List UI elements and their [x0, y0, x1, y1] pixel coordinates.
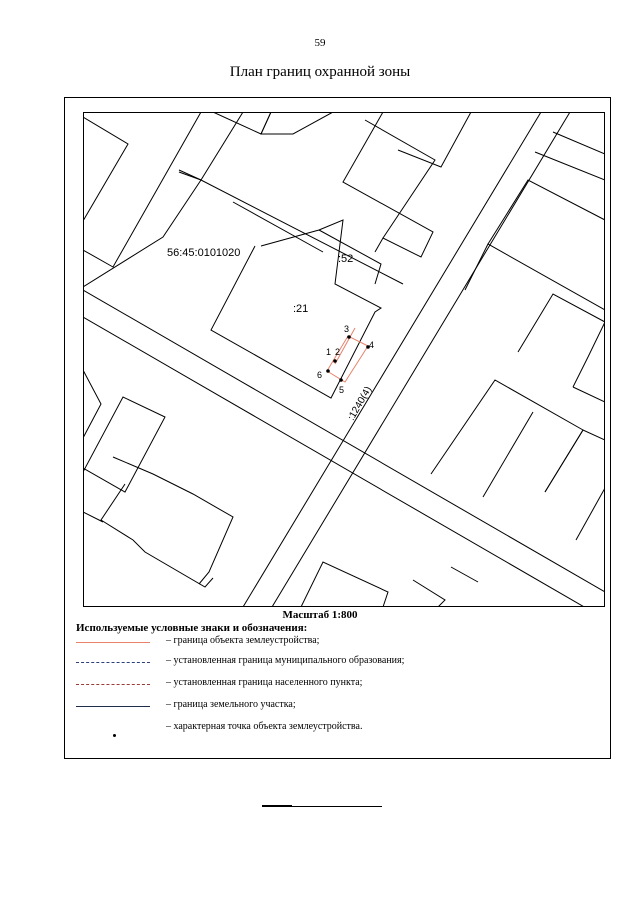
parcel-top-left-1	[83, 117, 128, 221]
point-label-1: 1	[326, 347, 332, 357]
point-6	[326, 369, 330, 373]
parcel-52-upper	[179, 172, 403, 284]
point-5	[339, 378, 343, 382]
point-label-4: 4	[369, 340, 375, 350]
parcel-right-5	[518, 294, 605, 387]
legend-title: Используемые условные знаки и обозначения:	[76, 622, 308, 634]
legend-symbol-municipal-boundary	[76, 662, 150, 663]
point-label-6: 6	[317, 370, 323, 380]
legend-text-object-boundary: – граница объекта землеустройства;	[166, 635, 320, 646]
legend-item-settlement-boundary	[76, 677, 576, 693]
object-boundary	[327, 336, 368, 382]
parcel-left-building	[113, 457, 233, 584]
parcel-right-2	[535, 152, 605, 180]
quarter-label: 56:45:0101020	[167, 247, 241, 259]
signature-line	[262, 806, 382, 807]
page-number: 59	[314, 37, 326, 49]
legend-symbol-characteristic-point	[113, 734, 116, 737]
parcel-right-7	[431, 380, 583, 492]
point-3	[347, 335, 351, 339]
legend-symbol-settlement-boundary	[76, 684, 150, 685]
parcel-left-3	[101, 484, 213, 587]
legend-text-characteristic-point: – характерная точка объекта землеустройства.	[166, 721, 363, 732]
point-label-2: 2	[335, 347, 341, 357]
parcel-top-right-upper	[398, 112, 471, 167]
parcel-top-right-mid	[365, 120, 435, 238]
map-border	[84, 113, 605, 607]
parcel-top-mid	[141, 112, 243, 180]
parcel-left-2	[83, 397, 165, 492]
legend-text-municipal-boundary: – установленная граница муниципального образования;	[166, 655, 405, 666]
point-label-3: 3	[344, 324, 350, 334]
parcel-52-label: :52	[338, 253, 354, 265]
parcel-bottom-3	[451, 567, 478, 582]
point-1	[333, 359, 337, 363]
parcel-right-10	[576, 488, 605, 540]
legend-symbol-object-boundary	[76, 642, 150, 643]
parcel-left-4	[83, 512, 103, 522]
legend-text-settlement-boundary: – установленная граница населенного пункта;	[166, 677, 363, 688]
parcel-right-6	[573, 387, 605, 402]
parcel-bottom-1	[301, 562, 388, 607]
legend-item-municipal-boundary	[76, 655, 576, 671]
parcel-52	[83, 180, 201, 287]
road-label: :1240(4)	[346, 384, 375, 423]
parcel-52-edge	[223, 112, 333, 134]
parcel-top-left-2	[83, 112, 201, 267]
parcel-right-3	[488, 180, 605, 244]
cross-street-bottom	[83, 317, 605, 607]
parcel-bottom-2	[413, 580, 445, 607]
map-scale: Масштаб 1:800	[282, 609, 358, 621]
parcel-right-9	[545, 430, 605, 492]
legend-text-land-plot-boundary: – граница земельного участка;	[166, 699, 296, 710]
cross-street-top	[83, 290, 605, 592]
page-title: План границ охранной зоны	[229, 64, 411, 80]
parcel-21-inner	[233, 202, 323, 252]
legend-item-object-boundary	[76, 635, 576, 651]
point-label-5: 5	[339, 385, 345, 395]
road-edge-right	[272, 112, 570, 607]
parcel-right-4	[465, 244, 605, 310]
cadastral-map	[83, 112, 605, 607]
parcel-left-1	[83, 370, 101, 438]
road-edge-left	[243, 112, 541, 607]
legend-item-characteristic-point	[76, 721, 576, 737]
parcel-right-8	[483, 412, 533, 497]
parcel-right-1	[553, 132, 605, 154]
parcel-21-label: :21	[293, 303, 309, 315]
legend-item-land-plot-boundary	[76, 699, 576, 715]
legend-symbol-land-plot-boundary	[76, 706, 150, 707]
